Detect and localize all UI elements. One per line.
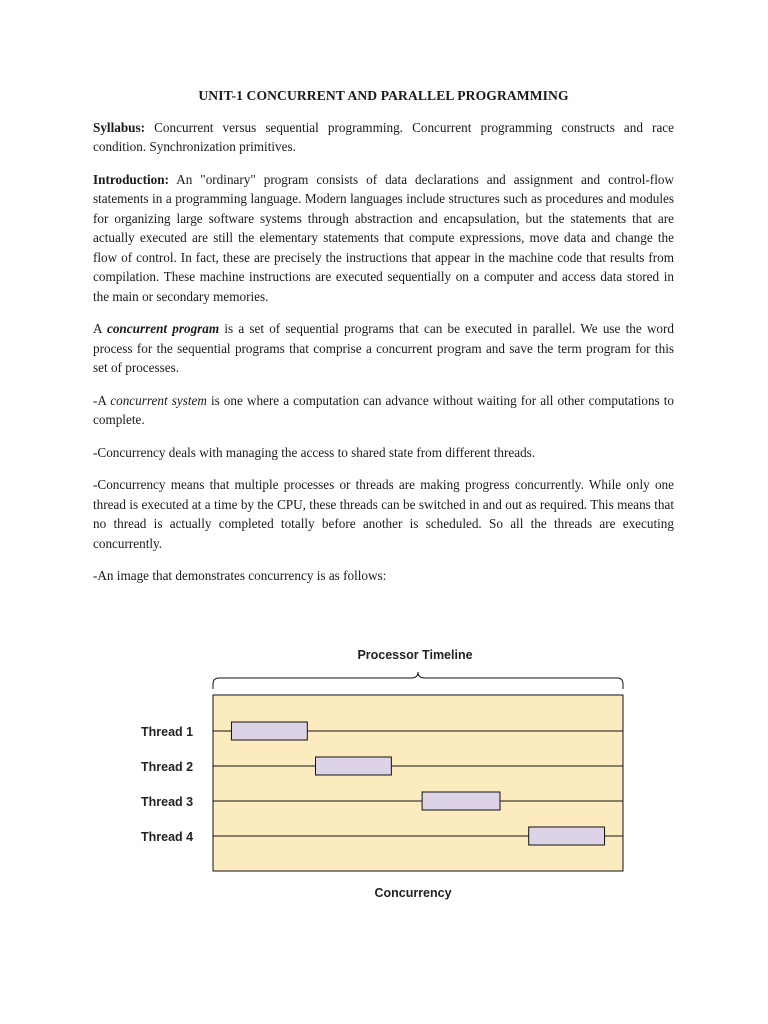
document-page [93, 86, 674, 599]
document-title: UNIT-1 CONCURRENT AND PARALLEL PROGRAMMING [198, 88, 569, 103]
timeline-diagram [0, 640, 768, 890]
concurrent-system-text: is one where a computation can advance without waiting for all other computations to complete. [93, 392, 675, 427]
concurrency-figure [0, 640, 768, 910]
concurrent-program-paragraph [93, 319, 674, 378]
image-intro-paragraph: -An image that demonstrates concurrency is as follows: [93, 568, 387, 583]
concurrent-system-prefix: -A [93, 392, 111, 408]
syllabus-text: Concurrent versus sequential programming. Concurrent programming constructs and race condition. Synchronization primitives. [93, 119, 674, 154]
thread-1-label: Thread 1 [141, 725, 194, 739]
concurrent-system-paragraph [93, 391, 674, 430]
thread-4-label: Thread 4 [141, 830, 194, 844]
thread-1-execution-bar [231, 722, 307, 740]
thread-2-label: Thread 2 [141, 760, 194, 774]
concurrent-program-term: concurrent program [106, 321, 220, 336]
timeline-brace [213, 672, 623, 689]
thread-3-execution-bar [422, 792, 500, 810]
thread-2-execution-bar [316, 757, 392, 775]
thread-4-execution-bar [529, 827, 605, 845]
syllabus-label: Syllabus: [93, 119, 146, 135]
introduction-paragraph [93, 170, 674, 307]
figure-title: Processor Timeline [357, 648, 473, 662]
concurrent-program-prefix: A [93, 321, 107, 336]
progress-paragraph: -Concurrency means that multiple processes or threads are making progress concurrently. While only one thread is executed at a time by the CPU, these threads can be switched in and out as required. This means that no thread is actually completed totally before another is scheduled. So all the threads are executing concurrently. [93, 477, 674, 551]
thread-3-label: Thread 3 [141, 795, 194, 809]
concurrent-program-text: is a set of sequential programs that can be executed in parallel. We use the word process for the sequential programs that comprise a concurrent program and save the term program for this set of processes. [93, 321, 674, 375]
introduction-text: An "ordinary" program consists of data declarations and assignment and control-flow statements in a programming language. Modern languages include structures such as procedures and modules for organizing large software systems through abstraction and encapsulation, but the statements that are actually executed are still the elementary statements that compute expressions, move data and change the flow of control. In fact, these are precisely the instructions that appear in the machine code that results from compilation. These machine instructions are executed sequentially on a computer and access data stored in the main or secondary memories. [93, 171, 674, 304]
figure-caption: Concurrency [374, 886, 452, 900]
concurrent-system-term: concurrent system [110, 392, 207, 408]
syllabus-paragraph [93, 118, 674, 157]
shared-state-paragraph: -Concurrency deals with managing the access to shared state from different threads. [93, 444, 536, 460]
introduction-label: Introduction: [93, 171, 169, 187]
